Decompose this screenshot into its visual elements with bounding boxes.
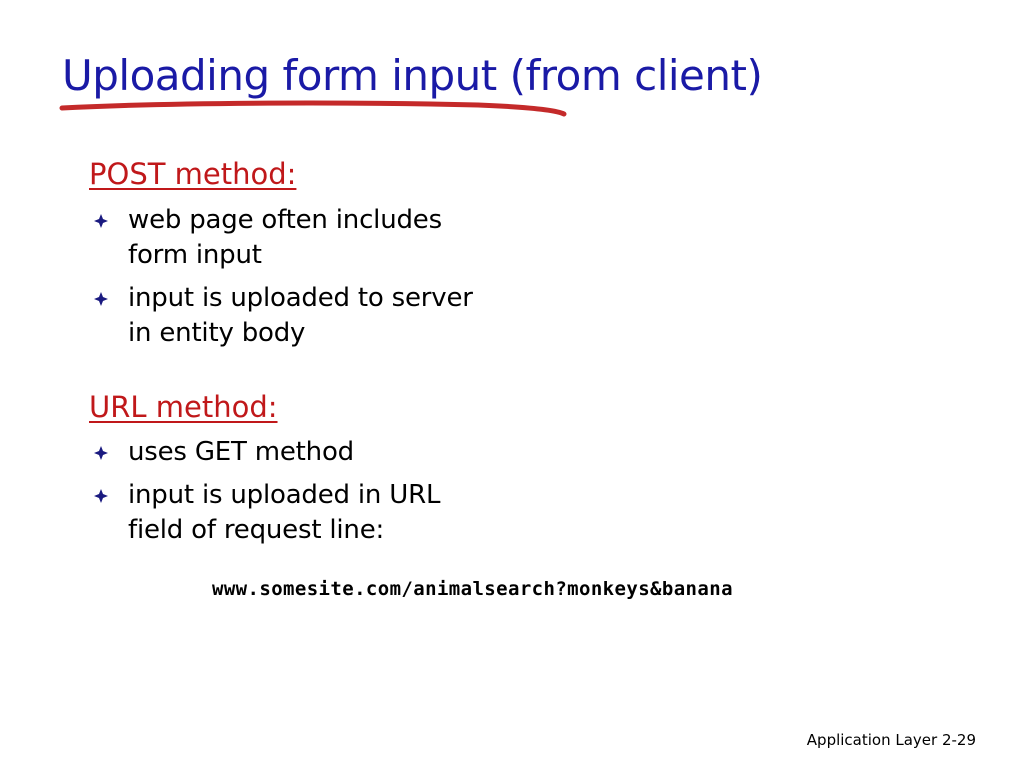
list-item [0, 478, 488, 548]
slide-title: Uploading form input (from client) [62, 51, 763, 100]
post-method-bullets [0, 203, 488, 359]
diamond-bullet-icon [94, 446, 108, 460]
url-method-heading: URL method: [89, 390, 278, 424]
list-item [0, 435, 488, 470]
diamond-bullet-icon [94, 489, 108, 503]
list-item [0, 281, 488, 351]
title-underline-swoosh [58, 96, 568, 122]
bullet-text: web page often includes form input [128, 205, 442, 270]
bullet-text: input is uploaded in URL field of request line: [128, 480, 441, 545]
url-method-bullets [0, 435, 488, 556]
bullet-text: input is uploaded to server in entity body [128, 283, 473, 348]
example-url: www.somesite.com/animalsearch?monkeys&banana [212, 578, 733, 600]
diamond-bullet-icon [94, 292, 108, 306]
list-item [0, 203, 488, 273]
bullet-text: uses GET method [128, 437, 354, 467]
slide-footer: Application Layer 2-29 [806, 731, 976, 749]
swoosh-stroke [62, 103, 564, 114]
post-method-heading: POST method: [89, 157, 297, 191]
diamond-bullet-icon [94, 214, 108, 228]
